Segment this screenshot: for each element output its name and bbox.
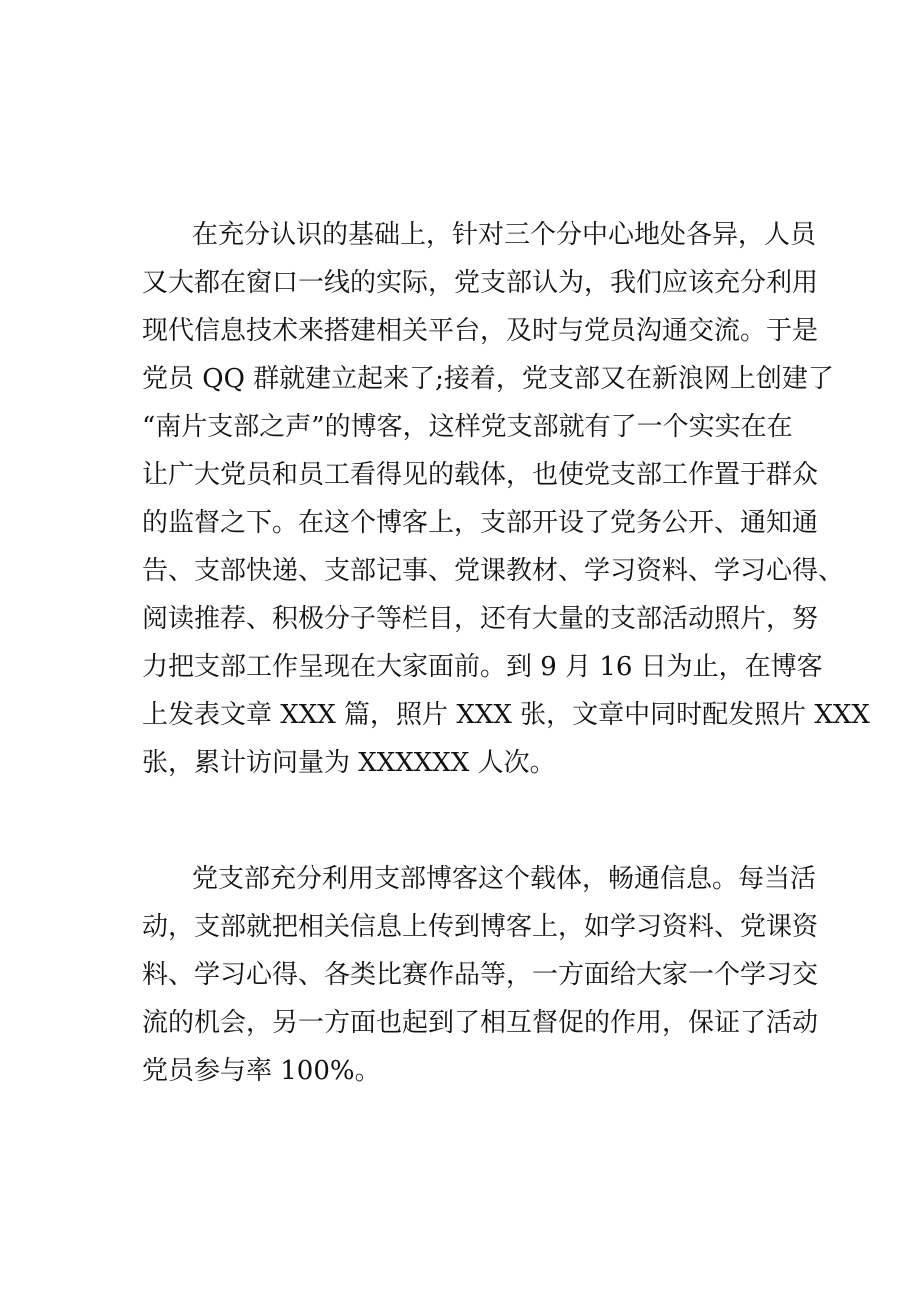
paragraph-line: 流的机会，另一方面也起到了相互督促的作用，保证了活动 <box>142 1008 819 1038</box>
paragraph-2 <box>142 855 819 1095</box>
paragraph-line: 现代信息技术来搭建相关平台，及时与党员沟通交流。于是 <box>142 316 819 346</box>
paragraph-line: 上发表文章 XXX 篇，照片 XXX 张，文章中同时配发照片 XXX <box>142 700 870 730</box>
paragraph-line: 告、支部快递、支部记事、党课教材、学习资料、学习心得、 <box>142 556 845 586</box>
paragraph-line: 阅读推荐、积极分子等栏目，还有大量的支部活动照片，努 <box>142 604 819 634</box>
paragraph-line: 张，累计访问量为 XXXXXX 人次。 <box>142 748 556 778</box>
paragraph-line: 料、学习心得、各类比赛作品等，一方面给大家一个学习交 <box>142 960 819 990</box>
paragraph-1 <box>142 211 870 787</box>
paragraph-line: “南片支部之声”的博客，这样党支部就有了一个实实在在 <box>142 412 793 442</box>
paragraph-line: 动，支部就把相关信息上传到博客上，如学习资料、党课资 <box>142 912 819 942</box>
paragraph-line: 让广大党员和员工看得见的载体，也使党支部工作置于群众 <box>142 460 819 490</box>
paragraph-line: 党员参与率 100%。 <box>142 1056 381 1086</box>
paragraph-line: 党员 QQ 群就建立起来了;接着，党支部又在新浪网上创建了 <box>142 364 834 394</box>
paragraph-line: 党支部充分利用支部博客这个载体，畅通信息。每当活 <box>192 864 817 894</box>
paragraph-line: 力把支部工作呈现在大家面前。到 9 月 16 日为止，在博客 <box>142 652 823 682</box>
paragraph-line: 又大都在窗口一线的实际，党支部认为，我们应该充分利用 <box>142 268 819 298</box>
paragraph-line: 的监督之下。在这个博客上，支部开设了党务公开、通知通 <box>142 508 819 538</box>
paragraph-line: 在充分认识的基础上，针对三个分中心地处各异，人员 <box>192 220 817 250</box>
